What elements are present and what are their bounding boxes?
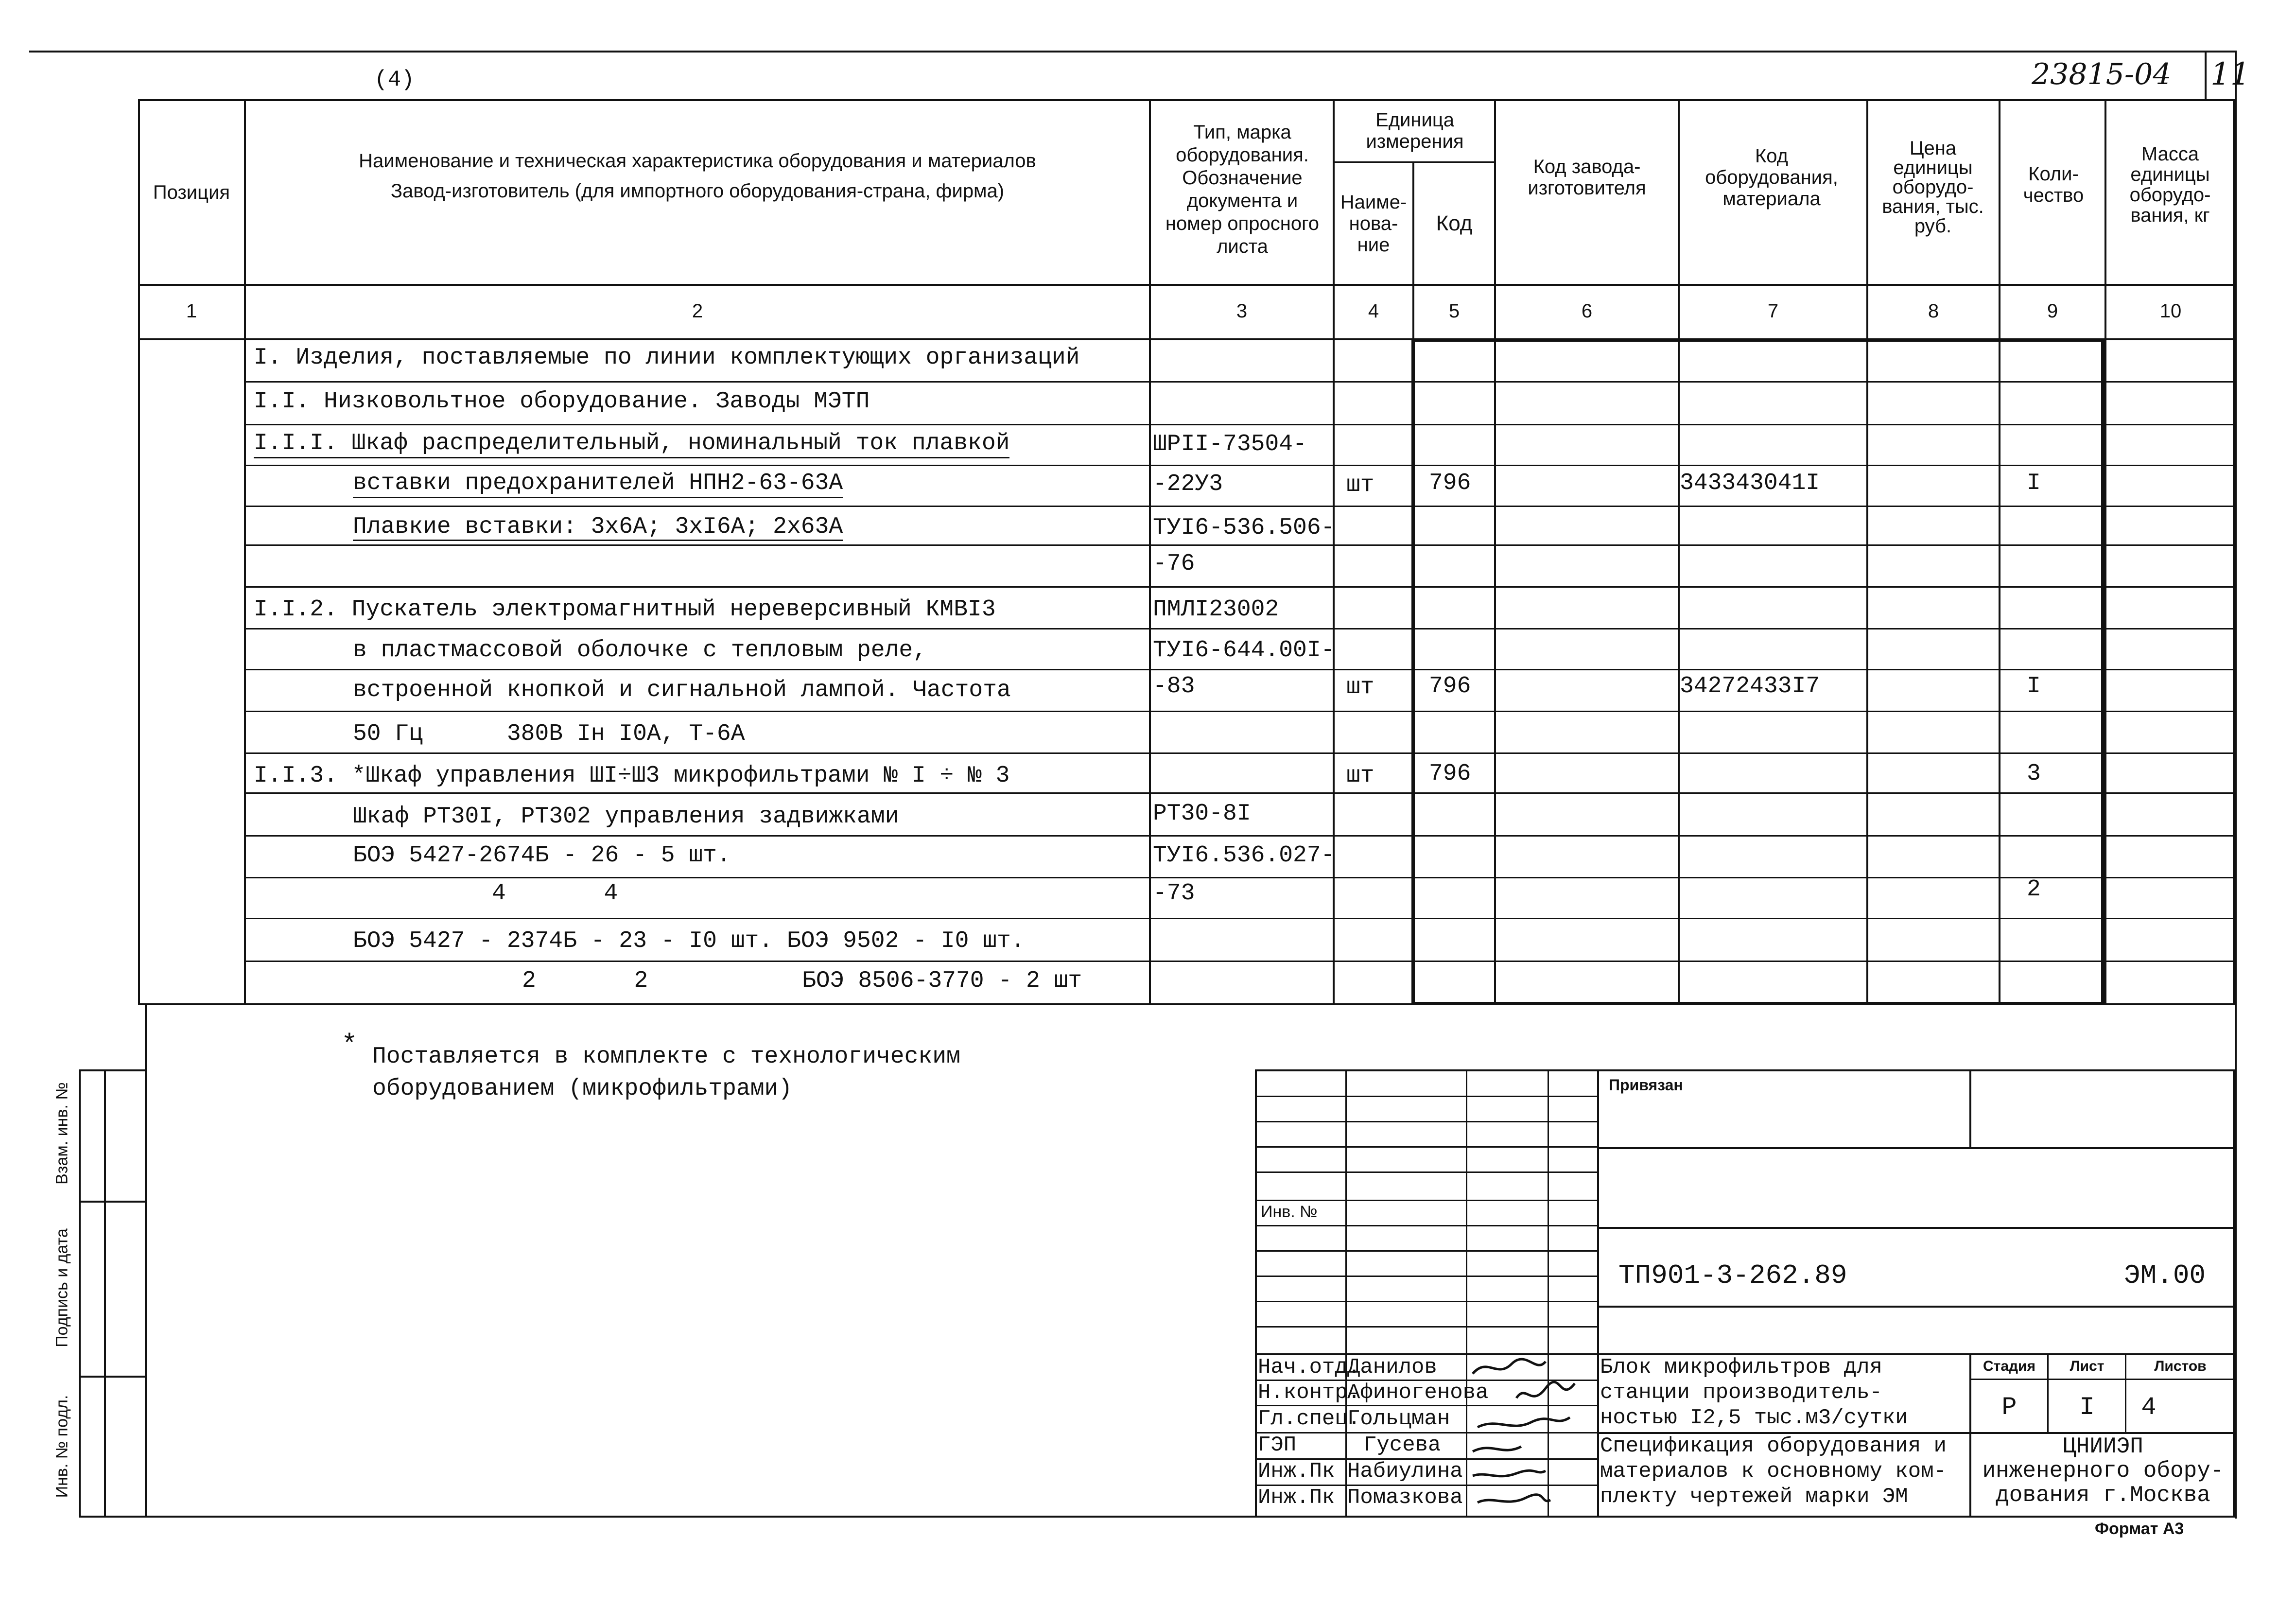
row-unit: шт bbox=[1346, 763, 1374, 789]
row-line bbox=[244, 877, 2235, 878]
row-line bbox=[244, 835, 2235, 837]
row-code: 796 bbox=[1429, 470, 1471, 496]
tb-org-line3: дования г.Москва bbox=[1996, 1483, 2210, 1508]
row-line bbox=[244, 711, 2235, 712]
side-label-inv-podl: Инв. № подл. bbox=[52, 1395, 71, 1498]
tb-project-code: ТП901-3-262.89 bbox=[1618, 1260, 1847, 1291]
row-name: I. Изделия, поставляемые по линии комплектующих организаций bbox=[254, 345, 1080, 371]
row-type: ТУI6.536.027- bbox=[1153, 842, 1335, 869]
row-name: 50 Гц 380В Iн I0А, Т-6А bbox=[353, 721, 745, 747]
row-line bbox=[244, 544, 2235, 546]
tb-grid-h bbox=[1255, 1301, 1597, 1302]
tb-stage-label: Стадия bbox=[1983, 1358, 2036, 1374]
header-bottom-line bbox=[138, 284, 2235, 286]
row-name: БОЭ 5427 - 2374Б - 23 - I0 шт. БОЭ 9502 - I0 шт. bbox=[353, 928, 1025, 954]
row-name: встроенной кнопкой и сигнальной лампой. Частота bbox=[353, 677, 1011, 703]
side-label-podpis: Подпись и дата bbox=[52, 1228, 71, 1347]
row-name: 4 4 bbox=[492, 880, 618, 907]
row-name: I.I.I. Шкаф распределительный, номинальный ток плавкой bbox=[254, 430, 1009, 458]
footnote-line2: оборудованием (микрофильтрами) bbox=[372, 1076, 793, 1102]
row-quantity: I bbox=[2027, 673, 2041, 699]
row-type: ТУI6-536.506- bbox=[1153, 515, 1335, 541]
header-factory-code: Код завода-изготовителя bbox=[1528, 156, 1646, 199]
header-quantity: Коли-чество bbox=[2023, 163, 2084, 206]
header-type: Тип, марка оборудования. Обозначение документа и номер опросного листа bbox=[1165, 122, 1320, 257]
tb-doc-line3: плекту чертежей марки ЭМ bbox=[1600, 1485, 1908, 1509]
row-type: -83 bbox=[1153, 673, 1195, 699]
colnum-10: 10 bbox=[2159, 300, 2182, 322]
colnum-6: 6 bbox=[1581, 300, 1593, 322]
outer-right-line bbox=[2235, 51, 2237, 1519]
tb-inv-label: Инв. № bbox=[1261, 1203, 1318, 1221]
row-line bbox=[244, 752, 2235, 754]
row-unit: шт bbox=[1346, 674, 1374, 700]
outer-top-line bbox=[29, 51, 2236, 52]
colnum-2: 2 bbox=[692, 300, 703, 322]
tb-privyazan: Привязан bbox=[1609, 1076, 1683, 1094]
tb-org-line2: инженерного обору- bbox=[1982, 1458, 2224, 1484]
row-line bbox=[244, 669, 2235, 670]
footnote-line1: Поставляется в комплекте с технологическим bbox=[372, 1044, 960, 1070]
row-name: I.I.2. Пускатель электромагнитный нереверсивный КМВI3 bbox=[254, 596, 996, 623]
row-name: БОЭ 5427-2674Б - 26 - 5 шт. bbox=[353, 842, 731, 869]
row-line bbox=[244, 506, 2235, 507]
tb-name: Гольцман bbox=[1347, 1407, 1450, 1431]
tb-doc-line2: материалов к основному ком- bbox=[1600, 1459, 1947, 1484]
colnum-3: 3 bbox=[1236, 300, 1248, 322]
colnum-7: 7 bbox=[1767, 300, 1779, 322]
tb-name: Гусева bbox=[1364, 1433, 1441, 1457]
row-unit: шт bbox=[1346, 472, 1374, 498]
tb-role: ГЭП bbox=[1258, 1433, 1297, 1457]
row-type: ПМЛI23002 bbox=[1153, 596, 1279, 623]
row-type: -73 bbox=[1153, 880, 1195, 907]
tb-sheet-value: I bbox=[2079, 1393, 2095, 1422]
colnum-1: 1 bbox=[186, 300, 197, 322]
tb-section-code: ЭМ.00 bbox=[2124, 1260, 2206, 1291]
row-type: РТ30-8I bbox=[1153, 801, 1251, 827]
colnum-9: 9 bbox=[2047, 300, 2058, 322]
tb-stage-divider bbox=[2047, 1353, 2049, 1432]
header-unit-code: Код bbox=[1436, 211, 1473, 235]
footnote-mark: * bbox=[341, 1030, 358, 1061]
header-position: Позиция bbox=[153, 182, 230, 203]
tb-name: Помазкова bbox=[1347, 1486, 1463, 1510]
row-name: Плавкие вставки: 3х6А; 3хI6А; 2х63А bbox=[353, 514, 843, 540]
side-stamp-divider bbox=[104, 1069, 106, 1518]
header-unit-name: Наиме-нова-ние bbox=[1340, 192, 1407, 256]
header-price: Цена единицы оборудо-вания, тыс. руб. bbox=[1882, 138, 1984, 237]
tb-privyazan-divider bbox=[1969, 1069, 1971, 1147]
format-label: Формат А3 bbox=[2095, 1520, 2184, 1538]
row-line bbox=[244, 424, 2235, 425]
tb-grid-h bbox=[1255, 1171, 1597, 1173]
header-name-line1: Наименование и техническая характеристика оборудования и материалов bbox=[359, 150, 1036, 172]
tb-doc-line1: Спецификация оборудования и bbox=[1600, 1434, 1947, 1458]
row-type: -22У3 bbox=[1153, 471, 1223, 497]
col-line-9 bbox=[2105, 99, 2106, 1005]
tb-sheets-value: 4 bbox=[2141, 1393, 2157, 1422]
row-line bbox=[244, 586, 2235, 588]
tb-role: Н.контр. bbox=[1258, 1381, 1361, 1405]
row-code: 796 bbox=[1429, 673, 1471, 699]
tb-role: Нач.отд. bbox=[1258, 1355, 1361, 1380]
row-name: I.I.3. *Шкаф управления ШI÷Ш3 микрофильтрами № I ÷ № 3 bbox=[254, 763, 1010, 789]
tb-stage-divider bbox=[2125, 1353, 2126, 1432]
row-line bbox=[244, 961, 2235, 962]
row-name: Шкаф РТ30I, РТ302 управления задвижками bbox=[353, 804, 899, 830]
tb-sheet-label: Лист bbox=[2070, 1358, 2105, 1374]
document-code: 23815-04 bbox=[2032, 57, 2172, 91]
tb-stage-value: Р bbox=[2001, 1393, 2017, 1422]
row-name: 2 2 БОЭ 8506-3770 - 2 шт bbox=[522, 968, 1082, 994]
row-type: ТУI6-644.00I- bbox=[1153, 637, 1335, 664]
header-material-code: Код оборудования, материала bbox=[1705, 145, 1838, 210]
side-stamp-line bbox=[79, 1376, 147, 1378]
tb-name: Афиногенова bbox=[1347, 1381, 1489, 1405]
tb-line bbox=[1597, 1147, 2235, 1149]
tb-stage-line bbox=[1969, 1379, 2235, 1380]
header-mass: Масса единицы оборудо-вания, кг bbox=[2129, 143, 2211, 226]
tb-title-line2: станции производитель- bbox=[1600, 1381, 1882, 1405]
header-unit-group: Единица измерения bbox=[1366, 109, 1464, 152]
tb-grid-h bbox=[1255, 1326, 1597, 1328]
row-line bbox=[244, 381, 2235, 383]
colnum-5: 5 bbox=[1448, 300, 1460, 322]
page-mark: 11 bbox=[2210, 56, 2250, 92]
tb-role: Гл.спец. bbox=[1258, 1407, 1361, 1431]
tb-title-line3: ностью I2,5 тыс.м3/сутки bbox=[1600, 1406, 1908, 1430]
tb-title-line1: Блок микрофильтров для bbox=[1600, 1355, 1882, 1380]
tb-grid-h bbox=[1255, 1096, 1597, 1097]
row-name: вставки предохранителей НПН2-63-63А bbox=[353, 470, 843, 498]
row-line bbox=[244, 918, 2235, 919]
header-name-line2: Завод-изготовитель (для импортного оборудования-страна, фирма) bbox=[390, 180, 1005, 202]
tb-grid-h bbox=[1255, 1146, 1597, 1148]
tb-name: Данилов bbox=[1347, 1355, 1437, 1380]
tb-name: Набиулина bbox=[1347, 1459, 1463, 1484]
tb-role: Инж.Пк bbox=[1258, 1459, 1335, 1484]
row-name: I.I. Низковольтное оборудование. Заводы МЭТП bbox=[254, 388, 870, 415]
tb-grid-h bbox=[1255, 1200, 1597, 1201]
signatures bbox=[1468, 1354, 1584, 1515]
row-type: ШРII-73504- bbox=[1153, 431, 1307, 457]
header-name bbox=[246, 146, 1149, 206]
colnum-8: 8 bbox=[1928, 300, 1939, 322]
row-line bbox=[244, 465, 2235, 466]
tb-grid-h bbox=[1255, 1121, 1597, 1122]
row-quantity: 3 bbox=[2027, 761, 2041, 787]
side-label-vzam: Взам. инв. № bbox=[52, 1082, 71, 1185]
row-material-code: 34272433I7 bbox=[1680, 673, 1820, 699]
col-line-1 bbox=[244, 99, 246, 1005]
row-quantity: I bbox=[2027, 470, 2041, 496]
tb-line bbox=[1597, 1227, 2235, 1229]
colnum-4: 4 bbox=[1368, 300, 1379, 322]
row-line bbox=[244, 628, 2235, 629]
side-stamp-line bbox=[79, 1201, 147, 1203]
tb-grid-v bbox=[1466, 1069, 1467, 1518]
page-mark-divider bbox=[2205, 51, 2207, 99]
tb-line bbox=[1597, 1306, 2235, 1308]
row-code: 796 bbox=[1429, 761, 1471, 787]
row-name: в пластмассовой оболочке с тепловым реле, bbox=[353, 637, 927, 664]
tb-role: Инж.Пк bbox=[1258, 1486, 1335, 1510]
tb-grid-v bbox=[1345, 1069, 1347, 1518]
sheet-number: (4) bbox=[374, 67, 415, 92]
col-line-2 bbox=[1149, 99, 1151, 1005]
tb-sheets-label: Листов bbox=[2154, 1358, 2207, 1374]
row-type: -76 bbox=[1153, 551, 1195, 577]
tb-grid-h bbox=[1255, 1276, 1597, 1277]
row-quantity: 2 bbox=[2027, 876, 2041, 903]
side-stamp bbox=[79, 1069, 147, 1518]
tb-grid-v bbox=[1597, 1069, 1599, 1518]
tb-grid-h bbox=[1255, 1225, 1597, 1226]
row-material-code: 343343041I bbox=[1680, 470, 1820, 496]
row-line bbox=[244, 792, 2235, 794]
tb-org-line1: ЦНИИЭП bbox=[2063, 1434, 2143, 1459]
tb-grid-h bbox=[1255, 1250, 1597, 1252]
